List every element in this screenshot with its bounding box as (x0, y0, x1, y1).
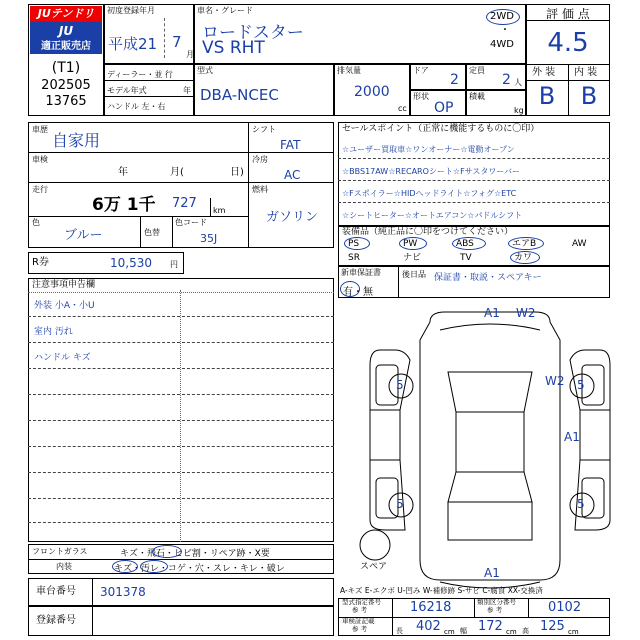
score-value: 4.5 (547, 28, 589, 58)
mark-lf-wheel: 5 (396, 378, 404, 392)
glass-text: キズ・飛石・ヒビ割・リペア跡・X要 (120, 549, 270, 559)
glass-label: フロントガラス (32, 547, 88, 556)
mark-rear-a1: A1 (484, 566, 500, 580)
mark-lr-wheel: 5 (396, 497, 404, 511)
color-label: 色 (32, 218, 40, 227)
dealer-code: (T1) (51, 60, 81, 76)
warranty-record: 保証書・取説・スペアキー (434, 273, 542, 283)
load-label: 積載 (469, 92, 485, 101)
spare-label: スペア (360, 562, 388, 572)
mark-front-w2: W2 (516, 306, 536, 320)
fuel-value: ガソリン (266, 210, 319, 225)
displacement-unit: cc (398, 104, 407, 113)
equip-leather: カワ (514, 253, 533, 263)
inspect-year: 年 (118, 167, 128, 178)
r-ticket-unit: 円 (170, 260, 178, 269)
damage-legend: A-キズ E-エクボ U-凹み W-補修跡 S-サビ C-腐食 XX-交換済 (340, 586, 543, 595)
form-f3-sub: 参 考 (352, 625, 368, 633)
registration-era: 平成21 (108, 35, 158, 53)
form-f1: 16218 (410, 600, 452, 615)
color-change-label: 色替 (144, 228, 160, 237)
score-exterior-label: 外 装 (532, 67, 556, 78)
equip-airbag: エアB (512, 239, 537, 249)
aircon-value: AC (284, 168, 301, 182)
equip-navi: ナビ (403, 253, 422, 263)
equip-tv: TV (460, 253, 472, 263)
interior-label: 内装 (56, 562, 72, 571)
capacity-label: 定員 (469, 66, 485, 75)
registration-month-unit: 月 (186, 50, 194, 59)
score-interior-label: 内 装 (574, 67, 598, 78)
inspect-month: 月( (170, 167, 184, 178)
sales-point-4: ☆シートヒーター☆オートエアコン☆パドルシフト (342, 211, 523, 220)
form-f3-label: 車検証記載 (342, 617, 375, 625)
equip-sr: SR (348, 253, 360, 263)
regnum-label: 登録番号 (36, 615, 76, 626)
capacity-value: 2 (502, 72, 511, 88)
form-f2-label: 類別区分番号 (477, 598, 516, 606)
model-year-label: モデル年式 (107, 86, 147, 95)
form-length-unit: cm (444, 628, 455, 636)
form-height-label: 高 (522, 627, 529, 635)
equip-ps: PS (348, 239, 360, 249)
form-height-unit: cm (568, 628, 579, 636)
sales-point-3: ☆Fスポイラー☆HIDヘッドライト☆フォグ☆ETC (342, 189, 517, 198)
score-exterior: B (538, 82, 556, 110)
car-name-label: 車名・グレード (197, 6, 253, 15)
mark-rf-wheel: 5 (577, 378, 585, 392)
color-code: 35J (200, 232, 218, 245)
r-ticket-value: 10,530 (110, 256, 152, 270)
form-width-label: 幅 (460, 627, 467, 635)
model-year-unit: 年 (183, 86, 191, 95)
inspect-label: 車検 (32, 155, 48, 164)
drive-dot: ・ (500, 25, 510, 36)
dealer-number: 13765 (45, 94, 87, 109)
notes-label: 注意事項申告欄 (32, 280, 96, 290)
dealer-logo-sub: JU (30, 22, 102, 40)
equip-pw: PW (403, 239, 418, 249)
drive-4wd: 4WD (490, 39, 514, 50)
capacity-unit: 人 (514, 78, 522, 87)
mark-rr-wheel: 5 (577, 497, 585, 511)
type-label: 型式 (197, 66, 213, 75)
inspect-day: 日) (230, 167, 244, 178)
warranty-label: 新車保証書 (341, 268, 381, 277)
usage-value: 自家用 (52, 131, 101, 150)
form-f2-sub: 参 考 (487, 606, 503, 614)
mileage-label: 走行 (32, 185, 48, 194)
form-f1-label: 型式指定番号 (342, 598, 381, 606)
displacement-value: 2000 (354, 84, 390, 100)
form-length: 402 (416, 619, 441, 634)
note-line-2: 室内 汚れ (34, 327, 73, 337)
form-width: 172 (478, 619, 503, 634)
equip-aw: AW (572, 239, 587, 249)
shape-label: 形状 (413, 92, 429, 101)
registration-month: 7 (172, 33, 182, 51)
r-ticket-label: R券 (32, 257, 49, 268)
form-f2: 0102 (548, 600, 582, 615)
note-line-3: ハンドル キズ (34, 353, 91, 363)
chassis-value: 301378 (100, 585, 146, 599)
handle-label: ハンドル 左・右 (107, 102, 166, 111)
sales-point-2: ☆BBS17AW☆RECAROシート☆Fサスタワーバー (342, 167, 520, 176)
color-value: ブルー (64, 228, 103, 243)
displacement-label: 排気量 (337, 66, 361, 75)
mileage-unit: km (213, 206, 226, 215)
interior-text: キズ・汚レ・コゲ・穴・スレ・キレ・破レ (114, 564, 285, 574)
registration-label: 初度登録年月 (107, 6, 155, 15)
dealer-date-code: 202505 (41, 78, 91, 93)
drive-2wd: 2WD (490, 11, 514, 22)
mileage-value: 6万 1千 (92, 195, 156, 215)
shape-value: OP (434, 100, 454, 116)
aircon-label: 冷房 (252, 155, 268, 164)
warranty-record-label: 後日品 (402, 270, 426, 279)
score-interior: B (580, 82, 598, 110)
form-f1-sub: 参 考 (352, 606, 368, 614)
form-width-unit: cm (506, 628, 517, 636)
mark-front-a1: A1 (484, 306, 500, 320)
fuel-label: 燃料 (252, 185, 268, 194)
form-length-label: 長 (396, 627, 403, 635)
car-name: ロードスター (202, 23, 304, 43)
warranty-value: 有・無 (343, 287, 373, 298)
dealer-badge: 適正販売店 (30, 40, 102, 54)
mileage-sub: 727 (172, 196, 197, 211)
door-label: ドア (413, 66, 429, 75)
car-grade: VS RHT (202, 38, 265, 58)
form-height: 125 (540, 619, 565, 634)
score-label: 評 価 点 (546, 7, 590, 21)
note-line-1: 外装 小A・小U (34, 301, 95, 311)
shift-label: シフト (252, 125, 276, 134)
usage-label: 車歴 (32, 125, 48, 134)
equipment-label: 装備品（純正品に〇印をつけてください） (342, 227, 514, 237)
sales-point-1: ☆ユーザー買取車☆ワンオーナー☆電動オープン (342, 145, 515, 154)
mark-right-a1: A1 (564, 430, 580, 444)
color-code-label: 色コード (175, 218, 207, 227)
type-value: DBA-NCEC (200, 86, 279, 104)
chassis-label: 車台番号 (36, 586, 76, 597)
door-value: 2 (450, 72, 459, 88)
dealer-logo: JUテンドリ (30, 6, 102, 22)
equip-abs: ABS (456, 239, 474, 249)
sales-points-label: セールスポイント（正常に機能するものに〇印） (342, 124, 540, 134)
shift-value: FAT (280, 138, 301, 152)
load-unit: kg (514, 106, 524, 115)
dealer-parallel-label: ディーラー・並 行 (107, 70, 173, 79)
mark-right-w2: W2 (545, 374, 565, 388)
